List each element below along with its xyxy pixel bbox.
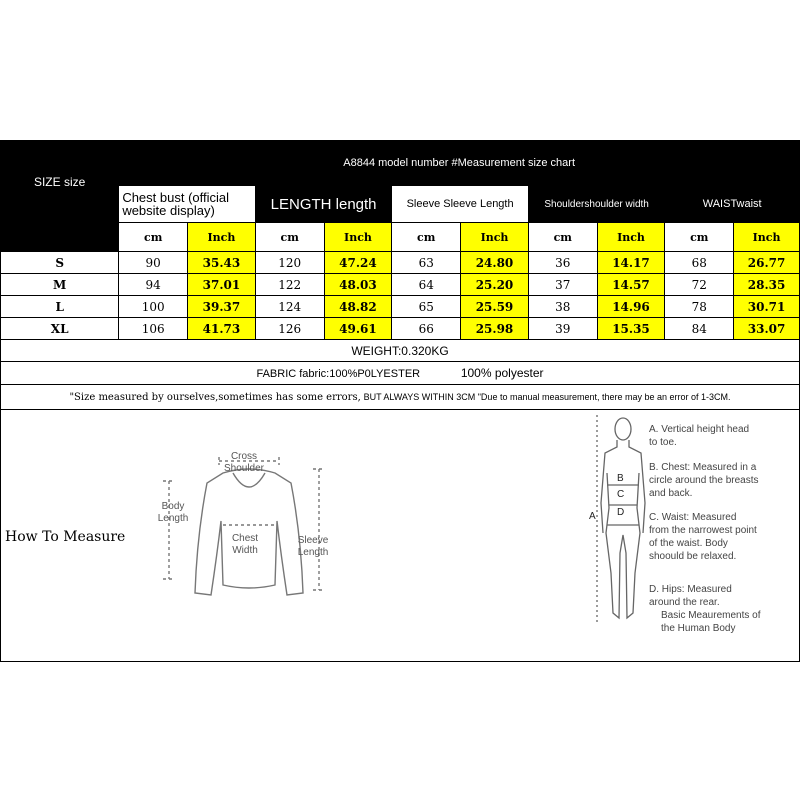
unit-cm: cm [528, 223, 597, 252]
shoulder-cm: 36 [528, 252, 597, 274]
length-inch: 47.24 [324, 252, 392, 274]
how-to-title: How To Measure [5, 529, 126, 545]
chart-title: A8844 model number #Measurement size chart [119, 141, 800, 186]
head-icon [615, 418, 631, 440]
chest-inch: 39.37 [188, 296, 256, 318]
chest-inch: 35.43 [188, 252, 256, 274]
chest-cm: 94 [119, 274, 188, 296]
cross-shoulder-label: Cross Shoulder [223, 451, 265, 474]
length-cm: 126 [255, 318, 324, 340]
body-mark-c: C [617, 489, 625, 500]
sleeve-cm: 65 [392, 296, 461, 318]
size-header: SIZE size [1, 141, 119, 223]
table-row [1, 252, 800, 274]
unit-inch: Inch [734, 223, 800, 252]
waist-inch: 26.77 [734, 252, 800, 274]
weight-row: WEIGHT:0.320KG [1, 340, 800, 362]
body-mark-a: A [589, 511, 596, 522]
fabric-row [1, 362, 800, 385]
body-mark-b: B [617, 473, 624, 484]
shoulder-header: Shouldershoulder width [528, 186, 665, 223]
unit-cm: cm [119, 223, 188, 252]
waist-cm: 78 [665, 296, 734, 318]
sleeve-inch: 25.98 [461, 318, 529, 340]
guide-c: C. Waist: Measured from the narrowest point of the waist. Body shoould be relaxed. [649, 512, 757, 562]
body-mark-d: D [617, 507, 625, 518]
chest-inch: 37.01 [188, 274, 256, 296]
waist-cm: 72 [665, 274, 734, 296]
length-inch: 48.03 [324, 274, 392, 296]
size-chart [0, 140, 800, 661]
table-row [1, 318, 800, 340]
unit-inch: Inch [597, 223, 665, 252]
body-length-arrow [163, 481, 175, 579]
shoulder-inch: 15.35 [597, 318, 665, 340]
shoulder-cm: 38 [528, 296, 597, 318]
unit-spacer [1, 223, 119, 252]
unit-inch: Inch [461, 223, 529, 252]
unit-inch: Inch [188, 223, 256, 252]
unit-cm: cm [392, 223, 461, 252]
sleeve-cm: 66 [392, 318, 461, 340]
length-inch: 49.61 [324, 318, 392, 340]
sleeve-inch: 24.80 [461, 252, 529, 274]
guide-basic: Basic Meaurements of the Human Body [661, 610, 761, 634]
waist-inch: 28.35 [734, 274, 800, 296]
sleeve-inch: 25.59 [461, 296, 529, 318]
torso-outline [601, 440, 645, 618]
sleeve-inch: 25.20 [461, 274, 529, 296]
unit-cm: cm [255, 223, 324, 252]
sleeve-length-arrow [313, 469, 325, 590]
unit-cm: cm [665, 223, 734, 252]
table-row [1, 296, 800, 318]
neckline [233, 473, 265, 487]
fabric-translation: 100% polyester [460, 366, 544, 380]
guide-b: B. Chest: Measured in a circle around the breasts and back. [649, 462, 759, 499]
size-cell: S [1, 252, 119, 274]
chest-cm: 106 [119, 318, 188, 340]
length-cm: 122 [255, 274, 324, 296]
unit-inch: Inch [324, 223, 392, 252]
sleeve-header: Sleeve Sleeve Length [392, 186, 529, 223]
body-length-label: Body Length [157, 501, 189, 524]
shoulder-inch: 14.57 [597, 274, 665, 296]
size-cell: L [1, 296, 119, 318]
shoulder-cm: 37 [528, 274, 597, 296]
chest-inch: 41.73 [188, 318, 256, 340]
shoulder-inch: 14.96 [597, 296, 665, 318]
waist-cm: 84 [665, 318, 734, 340]
chest-width-label: Chest Width [231, 533, 259, 556]
sleeve-length-label: Sleeve Length [297, 535, 329, 558]
fabric-label: FABRIC fabric:100%P0LYESTER [256, 368, 421, 380]
note-text-b: BUT ALWAYS WITHIN 3CM "Due to manual measurement, there may be an error of 1-3CM. [363, 391, 731, 402]
chest-header: Chest bust (official website display) [119, 186, 256, 223]
waist-inch: 30.71 [734, 296, 800, 318]
shoulder-cm: 39 [528, 318, 597, 340]
shoulder-inch: 14.17 [597, 252, 665, 274]
chest-cm: 100 [119, 296, 188, 318]
sleeve-cm: 64 [392, 274, 461, 296]
length-cm: 124 [255, 296, 324, 318]
sweater-outline-icon [195, 469, 303, 595]
size-cell: M [1, 274, 119, 296]
size-cell: XL [1, 318, 119, 340]
waist-cm: 68 [665, 252, 734, 274]
length-header: LENGTH length [255, 186, 392, 223]
guide-d: D. Hips: Measured around the rear. [649, 584, 732, 608]
size-table [0, 140, 800, 410]
length-cm: 120 [255, 252, 324, 274]
how-to-measure-panel [0, 384, 800, 662]
sleeve-cm: 63 [392, 252, 461, 274]
chest-cm: 90 [119, 252, 188, 274]
guide-a: A. Vertical height head to toe. [649, 424, 750, 448]
note-text-a: "Size measured by ourselves,sometimes has some errors, [69, 391, 361, 403]
waist-header: WAISTwaist [665, 186, 800, 223]
length-inch: 48.82 [324, 296, 392, 318]
table-row [1, 274, 800, 296]
waist-inch: 33.07 [734, 318, 800, 340]
body-figure [593, 413, 653, 633]
